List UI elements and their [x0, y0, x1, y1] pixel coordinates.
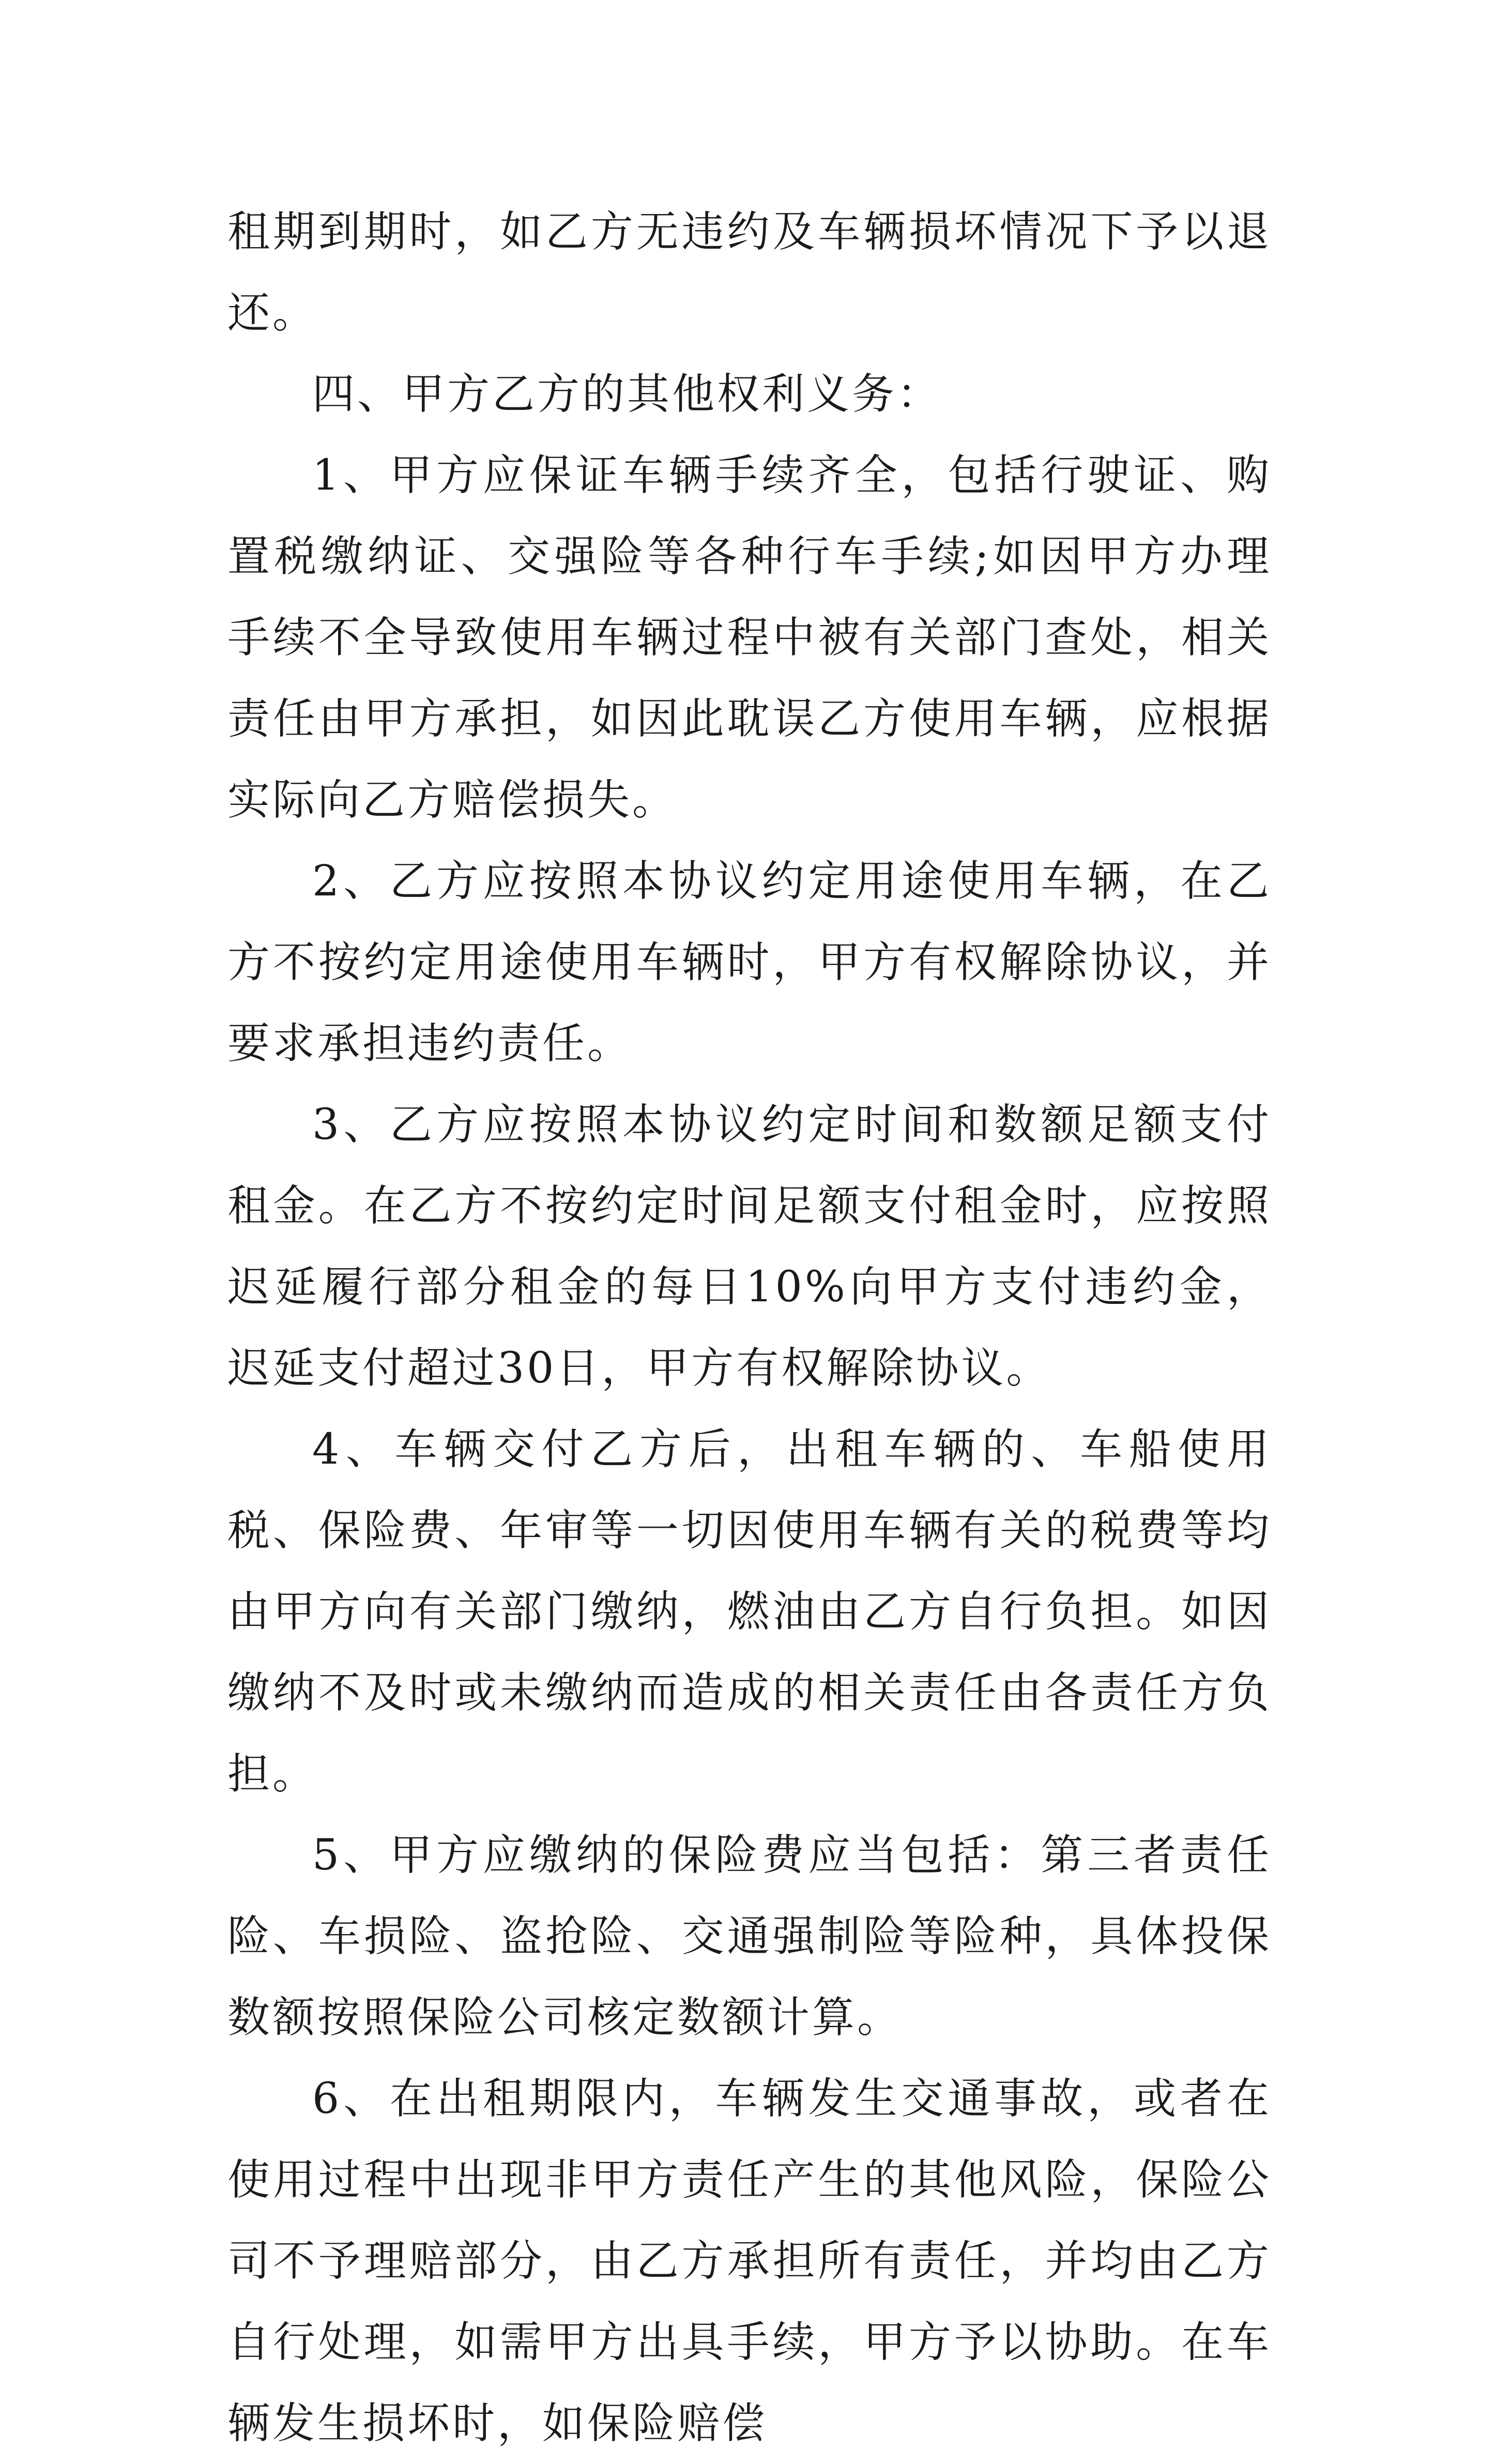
clause-2-agreed-use: 2、乙方应按照本协议约定用途使用车辆，在乙方不按约定用途使用车辆时，甲方有权解除协议，并要求承担违约责任。 — [227, 857, 1272, 1068]
clause-5-insurance: 5、甲方应缴纳的保险费应当包括：第三者责任险、车损险、盗抢险、交通强制险等险种，具体投保数额按照保险公司核定数额计算。 — [227, 1831, 1272, 2042]
clause-1-vehicle-documents: 1、甲方应保证车辆手续齐全，包括行驶证、购置税缴纳证、交强险等各种行车手续;如因甲方办理手续不全导致使用车辆过程中被有关部门查处，相关责任由甲方承担，如因此耽误乙方使用车辆，应根据实际向乙方赔偿损失。 — [227, 451, 1272, 825]
clause-3-rent-payment: 3、乙方应按照本协议约定时间和数额足额支付租金。在乙方不按约定时间足额支付租金时，应按照迟延履行部分租金的每日10%向甲方支付违约金，迟延支付超过30日，甲方有权解除协议。 — [227, 1100, 1272, 1393]
paragraph-deposit-return: 租期到期时，如乙方无违约及车辆损坏情况下予以退还。 — [227, 207, 1272, 338]
document-body — [227, 191, 1272, 2464]
section-heading-other-rights: 四、甲方乙方的其他权利义务： — [312, 370, 942, 419]
clause-6-accidents: 6、在出租期限内，车辆发生交通事故，或者在使用过程中出现非甲方责任产生的其他风险，保险公司不予理赔部分，由乙方承担所有责任，并均由乙方自行处理，如需甲方出具手续，甲方予以协助。在车辆发生损坏时，如保险赔偿 — [227, 2074, 1272, 2448]
clause-4-taxes-fees: 4、车辆交付乙方后，出租车辆的、车船使用税、保险费、年审等一切因使用车辆有关的税费等均由甲方向有关部门缴纳，燃油由乙方自行负担。如因缴纳不及时或未缴纳而造成的相关责任由各责任方负担。 — [227, 1425, 1272, 1799]
